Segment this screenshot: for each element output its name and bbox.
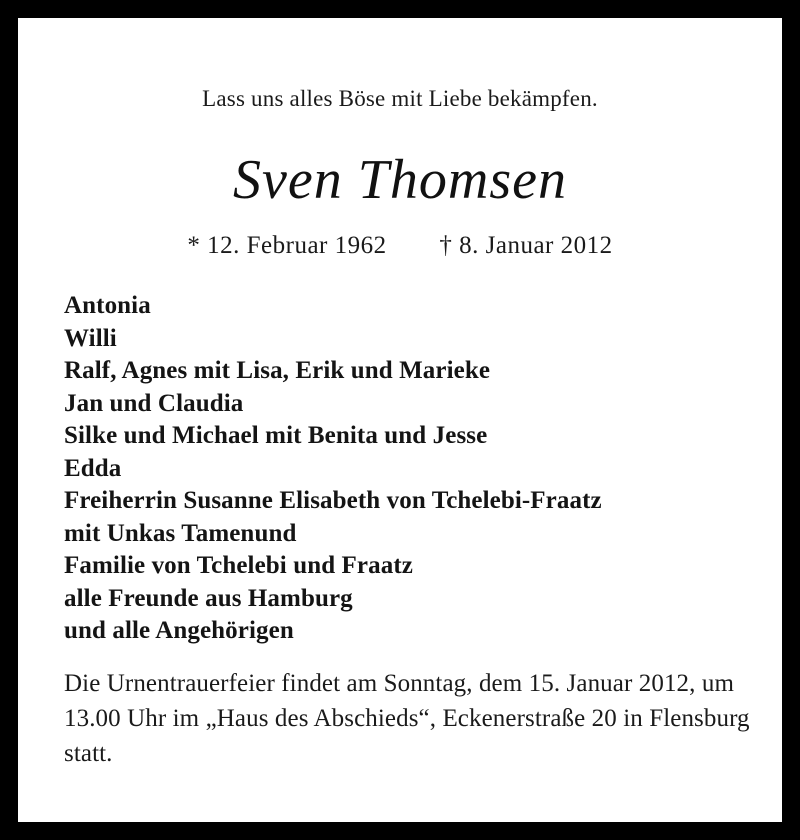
list-item: und alle Angehörigen (64, 617, 294, 644)
mourners-list (64, 290, 754, 648)
list-item: alle Freunde aus Hamburg (64, 584, 353, 612)
list-item: Familie von Tchelebi und Fraatz (64, 552, 413, 579)
deceased-name: Sven Thomsen (233, 149, 567, 211)
birth-date: * 12. Februar 1962 (187, 232, 387, 259)
list-item: mit Unkas Tamenund (64, 519, 297, 547)
list-item: Antonia (64, 292, 151, 319)
list-item: Edda (64, 454, 122, 482)
death-date: † 8. Januar 2012 (439, 232, 613, 259)
list-item: Willi (64, 324, 117, 352)
list-item: Jan und Claudia (64, 389, 244, 417)
obituary-content (48, 18, 752, 822)
motto-text: Lass uns alles Böse mit Liebe bekämpfen. (202, 86, 598, 111)
obituary-notice (18, 18, 782, 822)
life-dates (48, 232, 752, 260)
list-item: Ralf, Agnes mit Lisa, Erik und Marieke (64, 357, 491, 384)
list-item: Silke und Michael mit Benita und Jesse (64, 422, 488, 449)
ceremony-details: Die Urnentrauerfeier findet am Sonntag, dem 15. Januar 2012, um 13.00 Uhr im „Haus des Abschieds“, Eckenerstraße 20 in Flensburg statt. (64, 670, 750, 767)
list-item: Freiherrin Susanne Elisabeth von Tchelebi-Fraatz (64, 487, 602, 514)
